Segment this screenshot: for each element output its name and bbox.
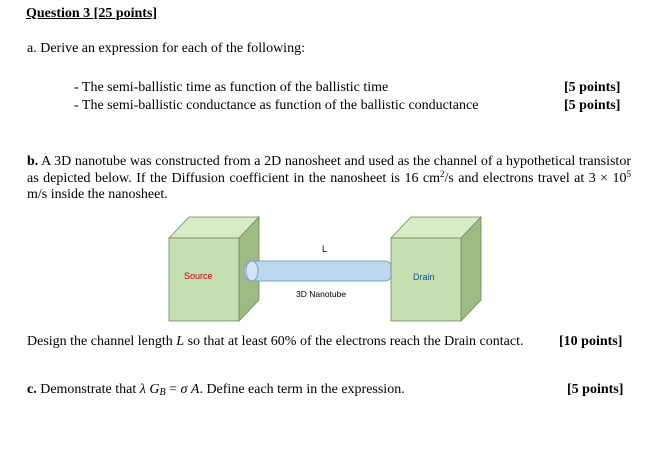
- part-c-g: G: [149, 382, 160, 397]
- part-c-equals: =: [165, 382, 181, 397]
- part-c-label: c.: [27, 382, 37, 397]
- part-a-item-2: - The semi-ballistic conductance as function of the ballistic conductance: [74, 98, 479, 113]
- source-label: Source: [184, 271, 213, 281]
- design-var: L: [176, 334, 185, 349]
- drain-label: Drain: [413, 272, 435, 282]
- part-b-sup-2: 5: [626, 168, 631, 179]
- part-a-item-1: - The semi-ballistic time as function of the ballistic time: [74, 80, 389, 95]
- part-c-points: [5 points]: [567, 382, 624, 397]
- part-c-text-post: . Define each term in the expression.: [199, 382, 405, 397]
- design-post: so that at least 60% of the electrons reach the Drain contact.: [184, 334, 524, 349]
- part-b-text-3: m/s inside the nanosheet.: [27, 187, 168, 202]
- nanotube-body: [244, 261, 393, 281]
- question-title: Question 3 [25 points]: [26, 6, 158, 21]
- part-b-sup-1: 2: [439, 168, 445, 179]
- nanotube-end: [246, 261, 258, 281]
- part-c-sigma: σ: [180, 382, 188, 397]
- part-b-text-2: /s and electrons travel at 3 × 10: [444, 170, 627, 186]
- design-pre: Design the channel length: [27, 334, 177, 349]
- part-c-text-pre: Demonstrate that: [36, 382, 140, 397]
- design-points: [10 points]: [559, 334, 623, 349]
- part-a-prompt: a. Derive an expression for each of the following:: [27, 41, 305, 56]
- part-b-label: b.: [27, 154, 39, 169]
- part-a-item-1-points: [5 points]: [564, 80, 621, 95]
- part-b-text-1: A 3D nanotube was constructed from a 2D nanosheet and used as the channel of a hypothetical transistor as depicted below. If the Diffusion coefficient in the nanosheet is 16 cm: [27, 154, 631, 186]
- drain-block: [391, 217, 481, 321]
- length-label: L: [322, 244, 328, 254]
- part-a-item-2-points: [5 points]: [564, 98, 621, 113]
- design-instruction: [27, 334, 523, 350]
- part-c-line: [27, 382, 405, 401]
- nanotube: [244, 261, 393, 281]
- tube-label: 3D Nanotube: [296, 289, 347, 299]
- part-c-g-sub: B: [159, 387, 166, 398]
- part-c-a: A: [190, 382, 200, 397]
- part-c-lambda: λ: [139, 382, 146, 397]
